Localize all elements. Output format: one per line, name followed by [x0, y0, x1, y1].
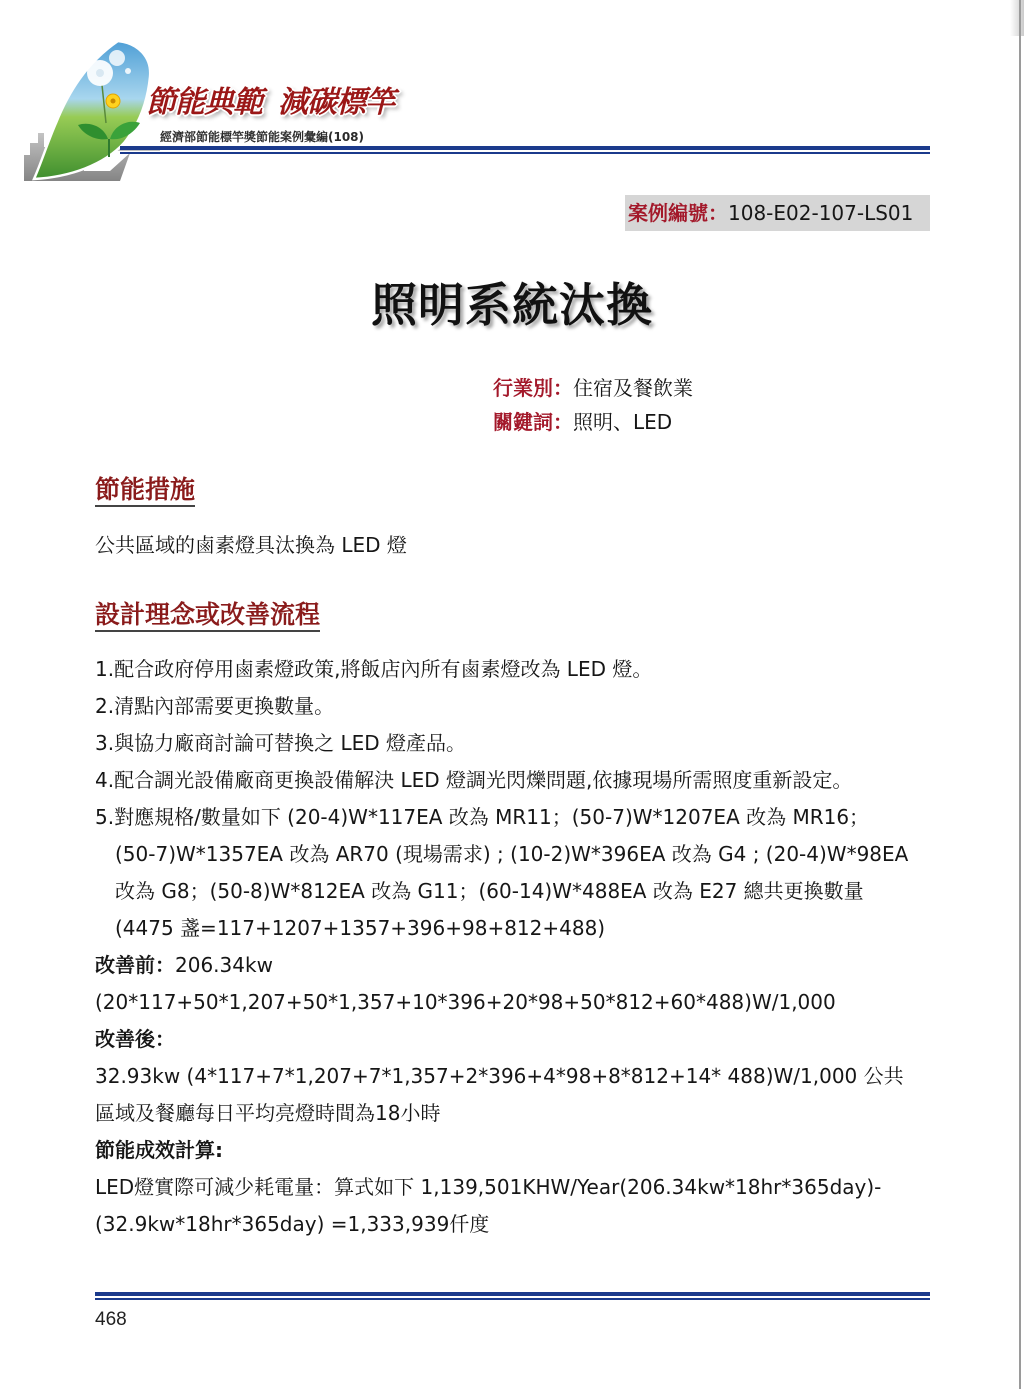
section-heading-measures: 節能措施 [95, 475, 195, 507]
after-line-1: 32.93kw (4*117+7*1,207+7*1,357+2*396+4*98+8*812+14* 488)W/1,000 公共 [95, 1064, 904, 1088]
before-formula: (20*117+50*1,207+50*1,357+10*396+20*98+50*812+60*488)W/1,000 [95, 990, 836, 1014]
after-label: 改善後： [95, 1027, 175, 1051]
case-number-value: 108-E02-107-LS01 [728, 201, 914, 225]
page-edge-shadow [1010, 0, 1024, 36]
process-step-4: 4.配合調光設備廠商更換設備解決 LED 燈調光閃爍問題,依據現場所需照度重新設定。 [95, 768, 853, 792]
page-title: 照明系統汰換 [371, 278, 653, 332]
before-label: 改善前： [95, 953, 175, 977]
case-number-label: 案例編號： [628, 201, 728, 225]
header-rule-thick [120, 146, 930, 150]
industry-value: 住宿及餐飲業 [573, 376, 693, 400]
logo-subtitle: 經濟部節能標竿獎節能案例彙編(108) [160, 130, 365, 144]
industry-line [493, 374, 693, 402]
keywords-label: 關鍵詞： [493, 410, 573, 434]
page-number: 468 [95, 1309, 127, 1330]
result-label: 節能成效計算: [95, 1138, 223, 1162]
process-step-1: 1.配合政府停用鹵素燈政策,將飯店內所有鹵素燈改為 LED 燈。 [95, 657, 653, 681]
result-line-2: (32.9kw*18hr*365day) =1,333,939仟度 [95, 1212, 490, 1236]
process-step-5-line-3: 改為 G8；(50-8)W*812EA 改為 G11；(60-14)W*488EA 改為 E27 總共更換數量 [115, 879, 864, 903]
flower-icon [106, 94, 120, 108]
result-line-1: LED燈實際可減少耗電量：算式如下 1,139,501KHW/Year(206.34kw*18hr*365day)- [95, 1175, 882, 1199]
keywords-value: 照明、LED [573, 410, 673, 434]
page-edge-line [1019, 0, 1021, 1389]
case-number-box [625, 195, 930, 231]
header-rule-thin [120, 152, 930, 154]
logo-title-part1: 節能典範 [146, 85, 262, 120]
taiwan-map-icon [34, 41, 150, 179]
footer-rule-thin [95, 1298, 930, 1300]
footer-rule-thick [95, 1292, 930, 1296]
before-value: 206.34kw [175, 953, 273, 977]
logo-title [146, 85, 394, 121]
header-logo [20, 35, 400, 185]
process-step-2: 2.清點內部需要更換數量。 [95, 694, 335, 718]
industry-label: 行業別： [493, 376, 573, 400]
keywords-line [493, 408, 672, 436]
process-step-5-line-2: (50-7)W*1357EA 改為 AR70 (現場需求) ; (10-2)W*396EA 改為 G4 ; (20-4)W*98EA [115, 842, 909, 866]
process-body [95, 651, 955, 1243]
after-line-2: 區域及餐廳每日平均亮燈時間為18小時 [95, 1101, 441, 1125]
measures-text: 公共區域的鹵素燈具汰換為 LED 燈 [95, 533, 407, 557]
before-line [95, 947, 955, 984]
logo-title-part2: 減碳標竿 [278, 85, 394, 120]
process-step-5-line-1: 5.對應規格/數量如下 (20-4)W*117EA 改為 MR11；(50-7)W*1207EA 改為 MR16； [95, 805, 870, 829]
process-step-3: 3.與協力廠商討論可替換之 LED 燈產品。 [95, 731, 466, 755]
section-heading-process: 設計理念或改善流程 [95, 600, 320, 632]
process-step-5-line-4: (4475 盞=117+1207+1357+396+98+812+488) [115, 916, 606, 940]
